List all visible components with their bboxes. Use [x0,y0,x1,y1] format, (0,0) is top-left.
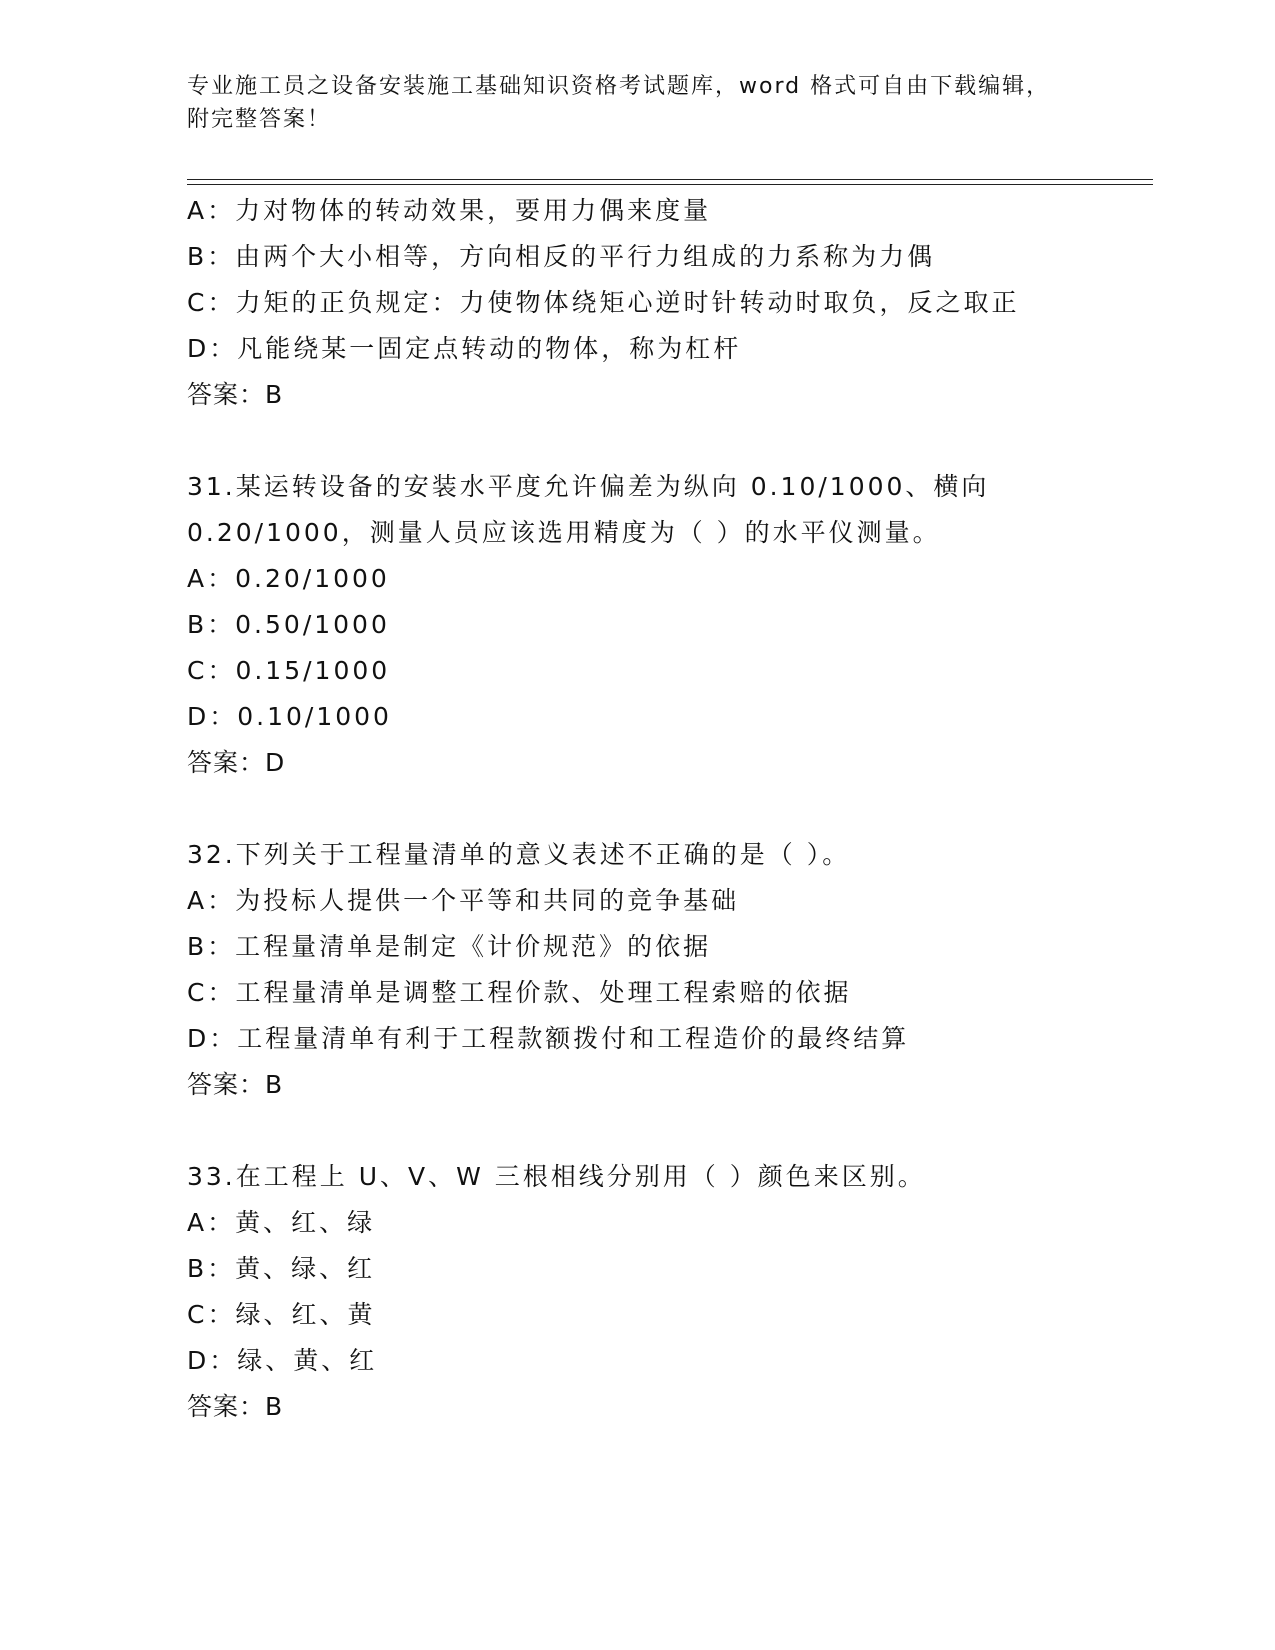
question-32 [187,832,1147,1108]
question-stem-continued: 0.20/1000，测量人员应该选用精度为（ ）的水平仪测量。 [187,518,941,547]
answer: 答案：B [187,380,284,409]
answer: 答案：B [187,1070,284,1099]
question-stem: 32.下列关于工程量清单的意义表述不正确的是（ ）。 [187,840,851,869]
option-c: C：0.15/1000 [187,656,391,685]
spacer [187,418,1147,464]
question-list [187,188,1147,1430]
document-header [187,70,1087,136]
option-d: D：0.10/1000 [187,702,392,731]
option-c: C：工程量清单是调整工程价款、处理工程索赔的依据 [187,978,852,1007]
answer: 答案：B [187,1392,284,1421]
question-30-options [187,188,1147,418]
option-d: D：工程量清单有利于工程款额拨付和工程造价的最终结算 [187,1024,910,1053]
option-d: D：凡能绕某一固定点转动的物体，称为杠杆 [187,334,742,363]
question-stem: 33.在工程上 U、V、W 三根相线分别用（ ）颜色来区别。 [187,1162,926,1191]
header-line-1: 专业施工员之设备安装施工基础知识资格考试题库，word 格式可自由下载编辑， [187,74,1051,99]
answer: 答案：D [187,748,286,777]
spacer [187,1108,1147,1154]
question-31 [187,464,1147,786]
option-b: B：由两个大小相等，方向相反的平行力组成的力系称为力偶 [187,242,936,271]
spacer [187,786,1147,832]
option-a: A：为投标人提供一个平等和共同的竞争基础 [187,886,740,915]
question-33 [187,1154,1147,1430]
option-c: C：绿、红、黄 [187,1300,376,1329]
option-a: A：0.20/1000 [187,564,390,593]
option-a: A：黄、红、绿 [187,1208,376,1237]
option-a: A：力对物体的转动效果，要用力偶来度量 [187,196,712,225]
question-stem: 31.某运转设备的安装水平度允许偏差为纵向 0.10/1000、横向 [187,472,990,501]
header-divider-bottom [187,184,1153,185]
header-divider-top [187,179,1153,180]
option-b: B：黄、绿、红 [187,1254,376,1283]
option-b: B：0.50/1000 [187,610,390,639]
header-line-2: 附完整答案！ [187,107,332,132]
option-c: C：力矩的正负规定：力使物体绕矩心逆时针转动时取负，反之取正 [187,288,1020,317]
option-d: D：绿、黄、红 [187,1346,378,1375]
option-b: B：工程量清单是制定《计价规范》的依据 [187,932,712,961]
